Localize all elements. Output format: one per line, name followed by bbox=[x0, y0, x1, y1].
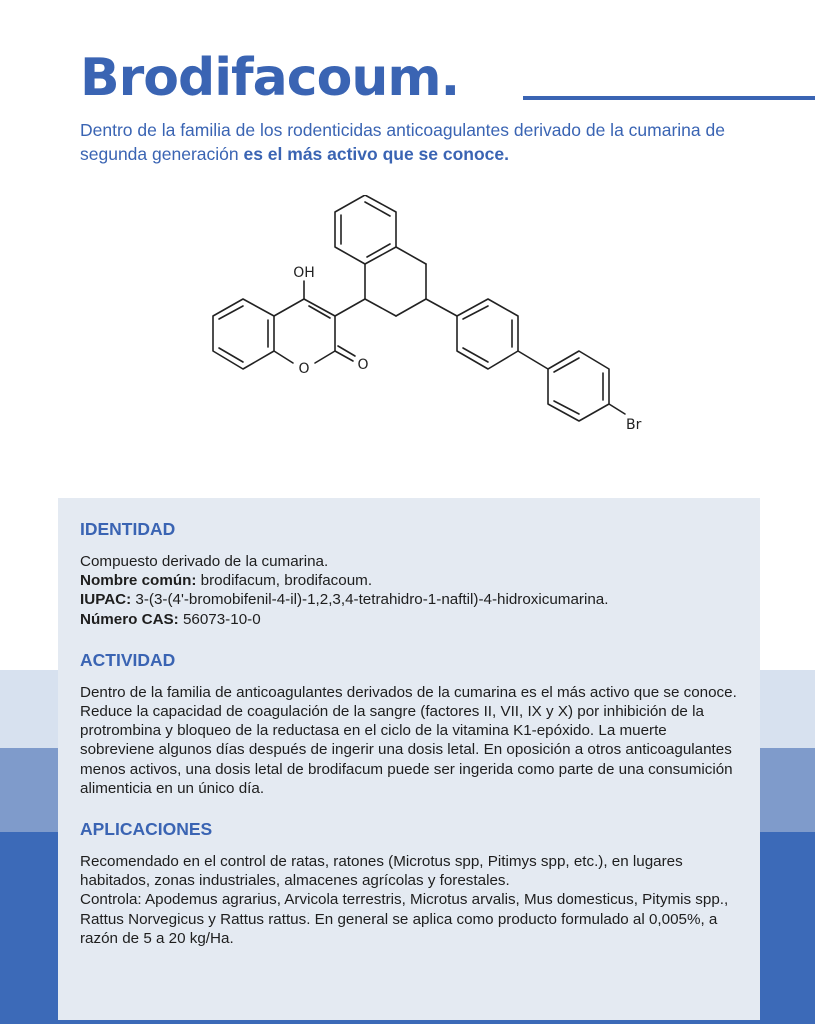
identidad-body bbox=[80, 552, 738, 629]
iupac-value: 3-(3-(4'-bromobifenil-4-il)-1,2,3,4-tetrahidro-1-naftil)-4-hidroxicumarina. bbox=[131, 591, 609, 609]
subtitle-bold: es el más activo que se conoce. bbox=[243, 144, 510, 164]
identidad-heading: IDENTIDAD bbox=[80, 519, 176, 539]
page-title: Brodifacoum. bbox=[80, 48, 460, 108]
subtitle-normal: Dentro de la familia de los rodenticidas anticoagulantes derivado de la cumarina de segunda generación bbox=[80, 120, 725, 164]
iupac-label: IUPAC: bbox=[80, 591, 132, 609]
phenyl-ring-2 bbox=[548, 351, 609, 421]
common-name-line bbox=[80, 571, 738, 590]
carbonyl-oxygen-label: O bbox=[357, 357, 369, 373]
title-underline bbox=[523, 96, 815, 100]
actividad-body: Dentro de la familia de anticoagulantes derivados de la cumarina es el más activo que se conoce. Reduce la capacidad de coagulación de la sangre (factores II, VII, IX y X) por inhibición de la protrombina y bloqueo de la reductasa en el ciclo de la vitamina K1-epóxido. La muerte sobreviene algunos días después de ingerir una dosis letal. En oposición a otros anticoagulantes menos activos, una dosis letal de brodifacum puede ser ingerida como parte de una consumición alimenticia en un único día. bbox=[80, 683, 737, 797]
brodifacoum-structure bbox=[170, 195, 660, 475]
aplicaciones-body-1: Recomendado en el control de ratas, ratones (Microtus spp, Pitimys spp, etc.), en lugares habitados, zonas industriales, almacenes agrícolas y forestales. bbox=[80, 853, 683, 890]
cas-line bbox=[80, 610, 738, 629]
common-name-value: brodifacum, brodifacoum. bbox=[196, 572, 373, 590]
coumarin-benzo-ring bbox=[213, 299, 274, 369]
cas-label: Número CAS: bbox=[80, 610, 179, 628]
identidad-line1: Compuesto derivado de la cumarina. bbox=[80, 553, 329, 570]
aplicaciones-body bbox=[80, 852, 738, 948]
subtitle bbox=[80, 118, 760, 166]
actividad-heading: ACTIVIDAD bbox=[80, 649, 176, 670]
aplicaciones-body-2: Controla: Apodemus agrarius, Arvicola terrestris, Microtus arvalis, Mus domesticus, Pitymis spp., Rattus Norvegicus y Rattus rattus. En general se aplica como producto formulado al 0,005%, a razón de 5 a 20 kg/Ha. bbox=[80, 891, 729, 947]
info-panel bbox=[58, 498, 760, 1020]
ring-oxygen-label: O bbox=[298, 361, 310, 377]
oh-label: OH bbox=[293, 265, 315, 281]
aplicaciones-heading: APLICACIONES bbox=[80, 819, 213, 840]
cas-value: 56073-10-0 bbox=[178, 610, 261, 628]
iupac-line bbox=[80, 590, 738, 609]
title-block bbox=[80, 48, 815, 108]
common-name-label: Nombre común: bbox=[80, 572, 197, 590]
phenyl-ring-1 bbox=[457, 299, 518, 369]
tetralin-benzo-ring bbox=[335, 195, 396, 264]
bromine-label: Br bbox=[626, 417, 642, 433]
